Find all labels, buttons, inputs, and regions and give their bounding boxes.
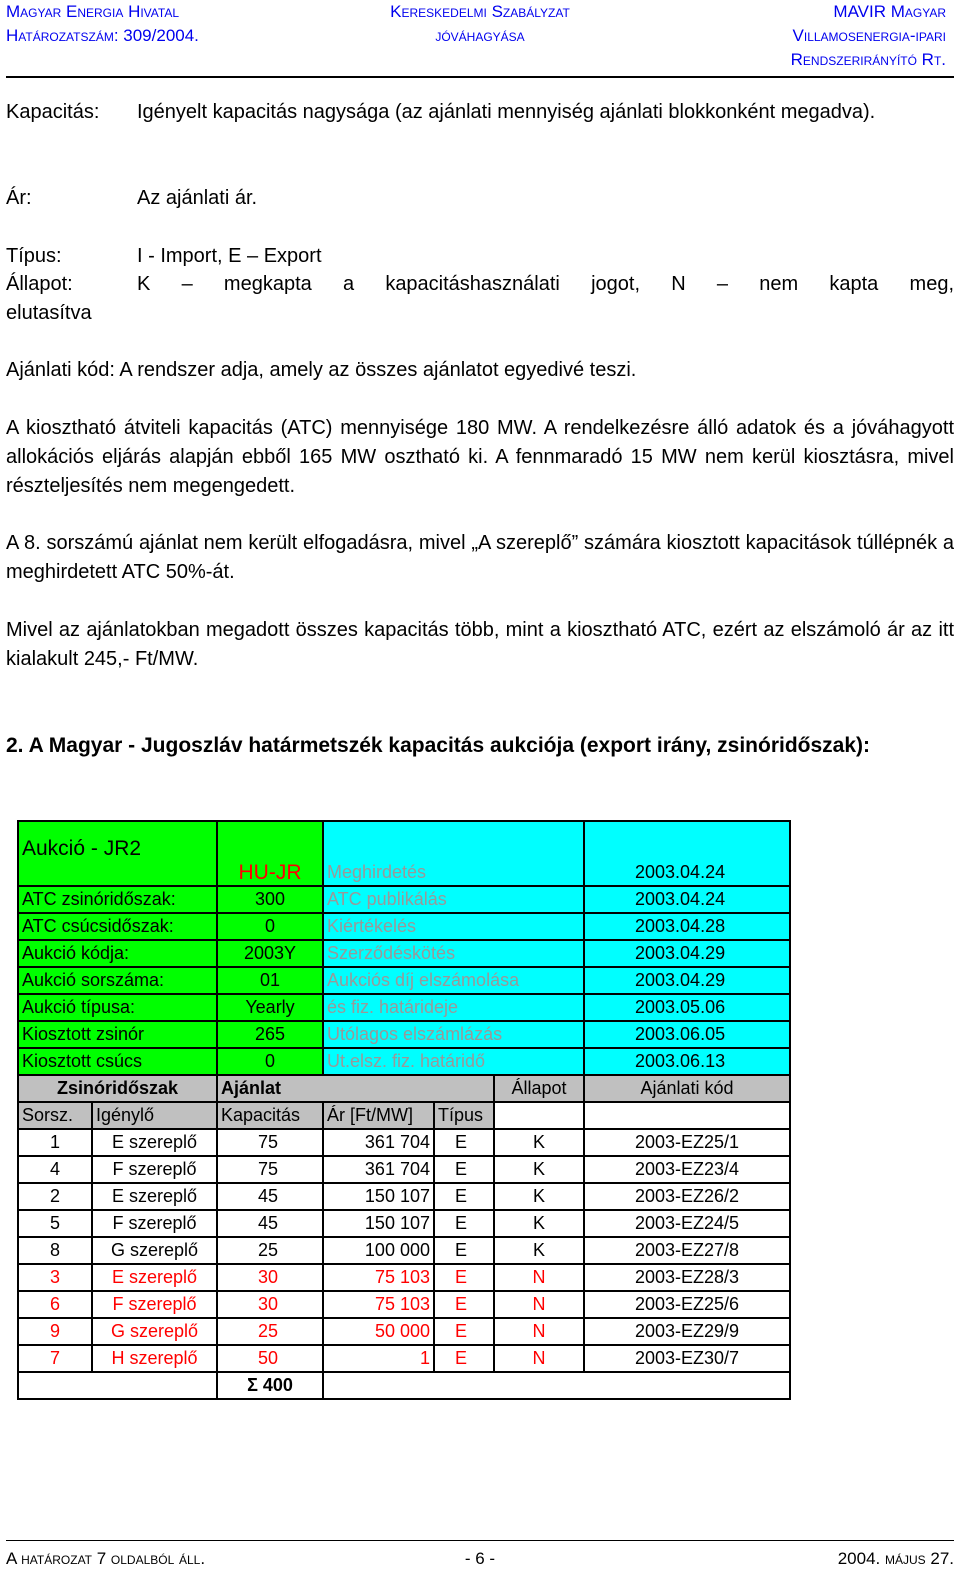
bid-bidder: F szereplő [92,1156,217,1183]
bid-no: 7 [18,1345,92,1372]
def-state-text: K – megkapta a kapacitáshasználati jogot, N – nem kapta meg, [137,273,954,295]
bid-type: E [434,1210,494,1237]
info-label: Aukció típusa: [18,994,217,1021]
bid-type: E [434,1183,494,1210]
bid-price: 150 107 [323,1183,434,1210]
def-state-continuation: elutasítva [6,302,92,324]
date-label: Szerződéskötés [323,940,584,967]
bid-type: E [434,1264,494,1291]
info-value: 265 [217,1021,323,1048]
bid-row [18,1210,790,1237]
info-value: 300 [217,886,323,913]
footer-date: 2004. május 27. [837,1549,954,1568]
info-value: Yearly [217,994,323,1021]
total-blank-right [323,1372,790,1399]
bid-code: 2003-EZ25/6 [584,1291,790,1318]
header-divider [6,76,954,78]
info-value: 2003Y [217,940,323,967]
col-capacity: Kapacitás [217,1102,323,1129]
header-company-line2: Villamosenergia-ipari [792,26,946,45]
footer-page-number: - 6 - [464,1549,496,1568]
footer-page-count: A határozat 7 oldalból áll. [6,1549,206,1568]
def-offer-code: Ajánlati kód: A rendszer adja, amely az összes ajánlatot egyedivé teszi. [6,359,637,381]
bid-type: E [434,1318,494,1345]
bid-state: N [494,1291,584,1318]
def-type-label: Típus: [6,245,62,267]
bid-state: N [494,1345,584,1372]
header-company-line3: Rendszerirányító Rt. [790,50,946,69]
paragraph-atc: A kiosztható átviteli kapacitás (ATC) mennyisége 180 MW. A rendelkezésre álló adatok és a jóváhagyott allokációs eljárás alapján ebből 165 MW osztható ki. A fennmaradó 15 MW nem kerül kiosztásra, mivel részteljesítés nem megengedett. [6,417,954,497]
header-left [6,0,199,48]
bid-state: K [494,1129,584,1156]
date-label: Kiértékelés [323,913,584,940]
def-state-label: Állapot: [6,273,73,295]
date-value: 2003.04.29 [584,967,790,994]
bid-row [18,1264,790,1291]
bid-price: 75 103 [323,1291,434,1318]
bid-bidder: H szereplő [92,1345,217,1372]
date-value: 2003.04.28 [584,913,790,940]
bid-price: 50 000 [323,1318,434,1345]
info-value: 0 [217,1048,323,1075]
code-header: Ajánlati kód [584,1075,790,1102]
bid-type: E [434,1129,494,1156]
bid-row [18,1318,790,1345]
bid-code: 2003-EZ23/4 [584,1156,790,1183]
bid-bidder: G szereplő [92,1237,217,1264]
bid-type: E [434,1156,494,1183]
auction-info-row [18,886,790,913]
total-blank [18,1372,217,1399]
offer-header: Ajánlat [217,1075,494,1102]
bid-row [18,1237,790,1264]
bid-no: 4 [18,1156,92,1183]
header-doc-subtitle: jóváhagyása [435,26,525,45]
paragraph-clearing-price: Mivel az ajánlatokban megadott összes kapacitás több, mint a kiosztható ATC, ezért az elszámoló ár az itt kialakult 245,- Ft/MW. [6,619,954,670]
def-capacity-text: Igényelt kapacitás nagysága (az ajánlati mennyiség ajánlati blokkonként megadva). [137,101,876,123]
def-type-text: I - Import, E – Export [137,245,322,267]
bids-total-row [18,1372,790,1399]
paragraph-rejected-offer: A 8. sorszámú ajánlat nem került elfogadásra, mivel „A szereplő” számára kiosztott kapacitások túllépnék a meghirdetett ATC 50%-át. [6,532,954,583]
header-center [355,0,605,48]
bid-state: N [494,1318,584,1345]
info-label: Kiosztott csúcs [18,1048,217,1075]
bid-state: N [494,1264,584,1291]
bid-no: 6 [18,1291,92,1318]
bids-section-header [18,1075,790,1102]
col-bidder: Igénylő [92,1102,217,1129]
footer-divider [6,1540,954,1541]
bid-bidder: G szereplő [92,1318,217,1345]
date-value: 2003.06.05 [584,1021,790,1048]
auction-info-row [18,994,790,1021]
header-resolution-number: Határozatszám: 309/2004. [6,26,199,45]
date-label: Ut.elsz. fiz. határidő [323,1048,584,1075]
auction-info-row [18,913,790,940]
date-label: Utólagos elszámlázás [323,1021,584,1048]
header-company-line1: MAVIR Magyar [833,2,946,21]
info-value: 0 [217,913,323,940]
header-doc-title: Kereskedelmi Szabályzat [390,2,570,21]
bid-bidder: E szereplő [92,1183,217,1210]
bid-code: 2003-EZ29/9 [584,1318,790,1345]
date-value: 2003.05.06 [584,994,790,1021]
total-capacity: Σ 400 [217,1372,323,1399]
bid-type: E [434,1237,494,1264]
bid-bidder: E szereplő [92,1129,217,1156]
col-type: Típus [434,1102,494,1129]
bid-code: 2003-EZ24/5 [584,1210,790,1237]
page-header [0,0,960,78]
header-right [791,0,946,72]
bid-row [18,1345,790,1372]
bid-price: 100 000 [323,1237,434,1264]
bid-state: K [494,1183,584,1210]
bid-capacity: 75 [217,1129,323,1156]
bid-price: 1 [323,1345,434,1372]
date-value: 2003.04.24 [584,821,790,886]
bid-code: 2003-EZ25/1 [584,1129,790,1156]
bid-bidder: F szereplő [92,1291,217,1318]
bid-no: 2 [18,1183,92,1210]
bid-price: 150 107 [323,1210,434,1237]
bid-no: 5 [18,1210,92,1237]
date-value: 2003.04.29 [584,940,790,967]
date-value: 2003.04.24 [584,886,790,913]
auction-info-row [18,967,790,994]
auction-code: HU-JR [217,821,323,886]
bid-price: 361 704 [323,1129,434,1156]
auction-info-row [18,1048,790,1075]
date-label: ATC publikálás [323,886,584,913]
period-header: Zsinóridőszak [18,1075,217,1102]
auction-info-row [18,940,790,967]
bid-row [18,1183,790,1210]
bid-state: K [494,1156,584,1183]
bid-type: E [434,1291,494,1318]
col-blank-state [494,1102,584,1129]
info-label: Aukció sorszáma: [18,967,217,994]
bid-price: 361 704 [323,1156,434,1183]
def-capacity-label: Kapacitás: [6,101,100,123]
section-heading: 2. A Magyar - Jugoszláv határmetszék kapacitás aukciója (export irány, zsinóridőszak): [6,734,871,757]
bid-capacity: 45 [217,1210,323,1237]
bid-code: 2003-EZ30/7 [584,1345,790,1372]
info-label: ATC csúcsidőszak: [18,913,217,940]
def-price-text: Az ajánlati ár. [137,187,258,209]
bid-capacity: 25 [217,1318,323,1345]
info-label: Aukció kódja: [18,940,217,967]
bid-row [18,1156,790,1183]
bid-capacity: 30 [217,1264,323,1291]
bid-row [18,1129,790,1156]
bid-code: 2003-EZ26/2 [584,1183,790,1210]
info-value: 01 [217,967,323,994]
def-price-label: Ár: [6,187,32,209]
bid-no: 9 [18,1318,92,1345]
bid-state: K [494,1210,584,1237]
bid-code: 2003-EZ28/3 [584,1264,790,1291]
date-value: 2003.06.13 [584,1048,790,1075]
bid-code: 2003-EZ27/8 [584,1237,790,1264]
auction-table [17,820,791,1400]
bid-no: 3 [18,1264,92,1291]
bid-state: K [494,1237,584,1264]
date-label: és fiz. határideje [323,994,584,1021]
auction-title-row [18,821,790,886]
bids-column-header [18,1102,790,1129]
col-price: Ár [Ft/MW] [323,1102,434,1129]
date-label: Meghirdetés [323,821,584,886]
auction-info-row [18,1021,790,1048]
col-blank-code [584,1102,790,1129]
header-authority: Magyar Energia Hivatal [6,2,180,21]
bid-capacity: 75 [217,1156,323,1183]
bid-bidder: E szereplő [92,1264,217,1291]
info-label: ATC zsinóridőszak: [18,886,217,913]
bid-type: E [434,1345,494,1372]
auction-title: Aukció - JR2 [18,821,217,886]
col-no: Sorsz. [18,1102,92,1129]
bid-capacity: 30 [217,1291,323,1318]
bid-bidder: F szereplő [92,1210,217,1237]
bid-capacity: 25 [217,1237,323,1264]
date-label: Aukciós díj elszámolása [323,967,584,994]
bid-capacity: 50 [217,1345,323,1372]
bid-capacity: 45 [217,1183,323,1210]
bid-row [18,1291,790,1318]
state-header: Állapot [494,1075,584,1102]
bid-no: 8 [18,1237,92,1264]
info-label: Kiosztott zsinór [18,1021,217,1048]
bid-no: 1 [18,1129,92,1156]
bid-price: 75 103 [323,1264,434,1291]
